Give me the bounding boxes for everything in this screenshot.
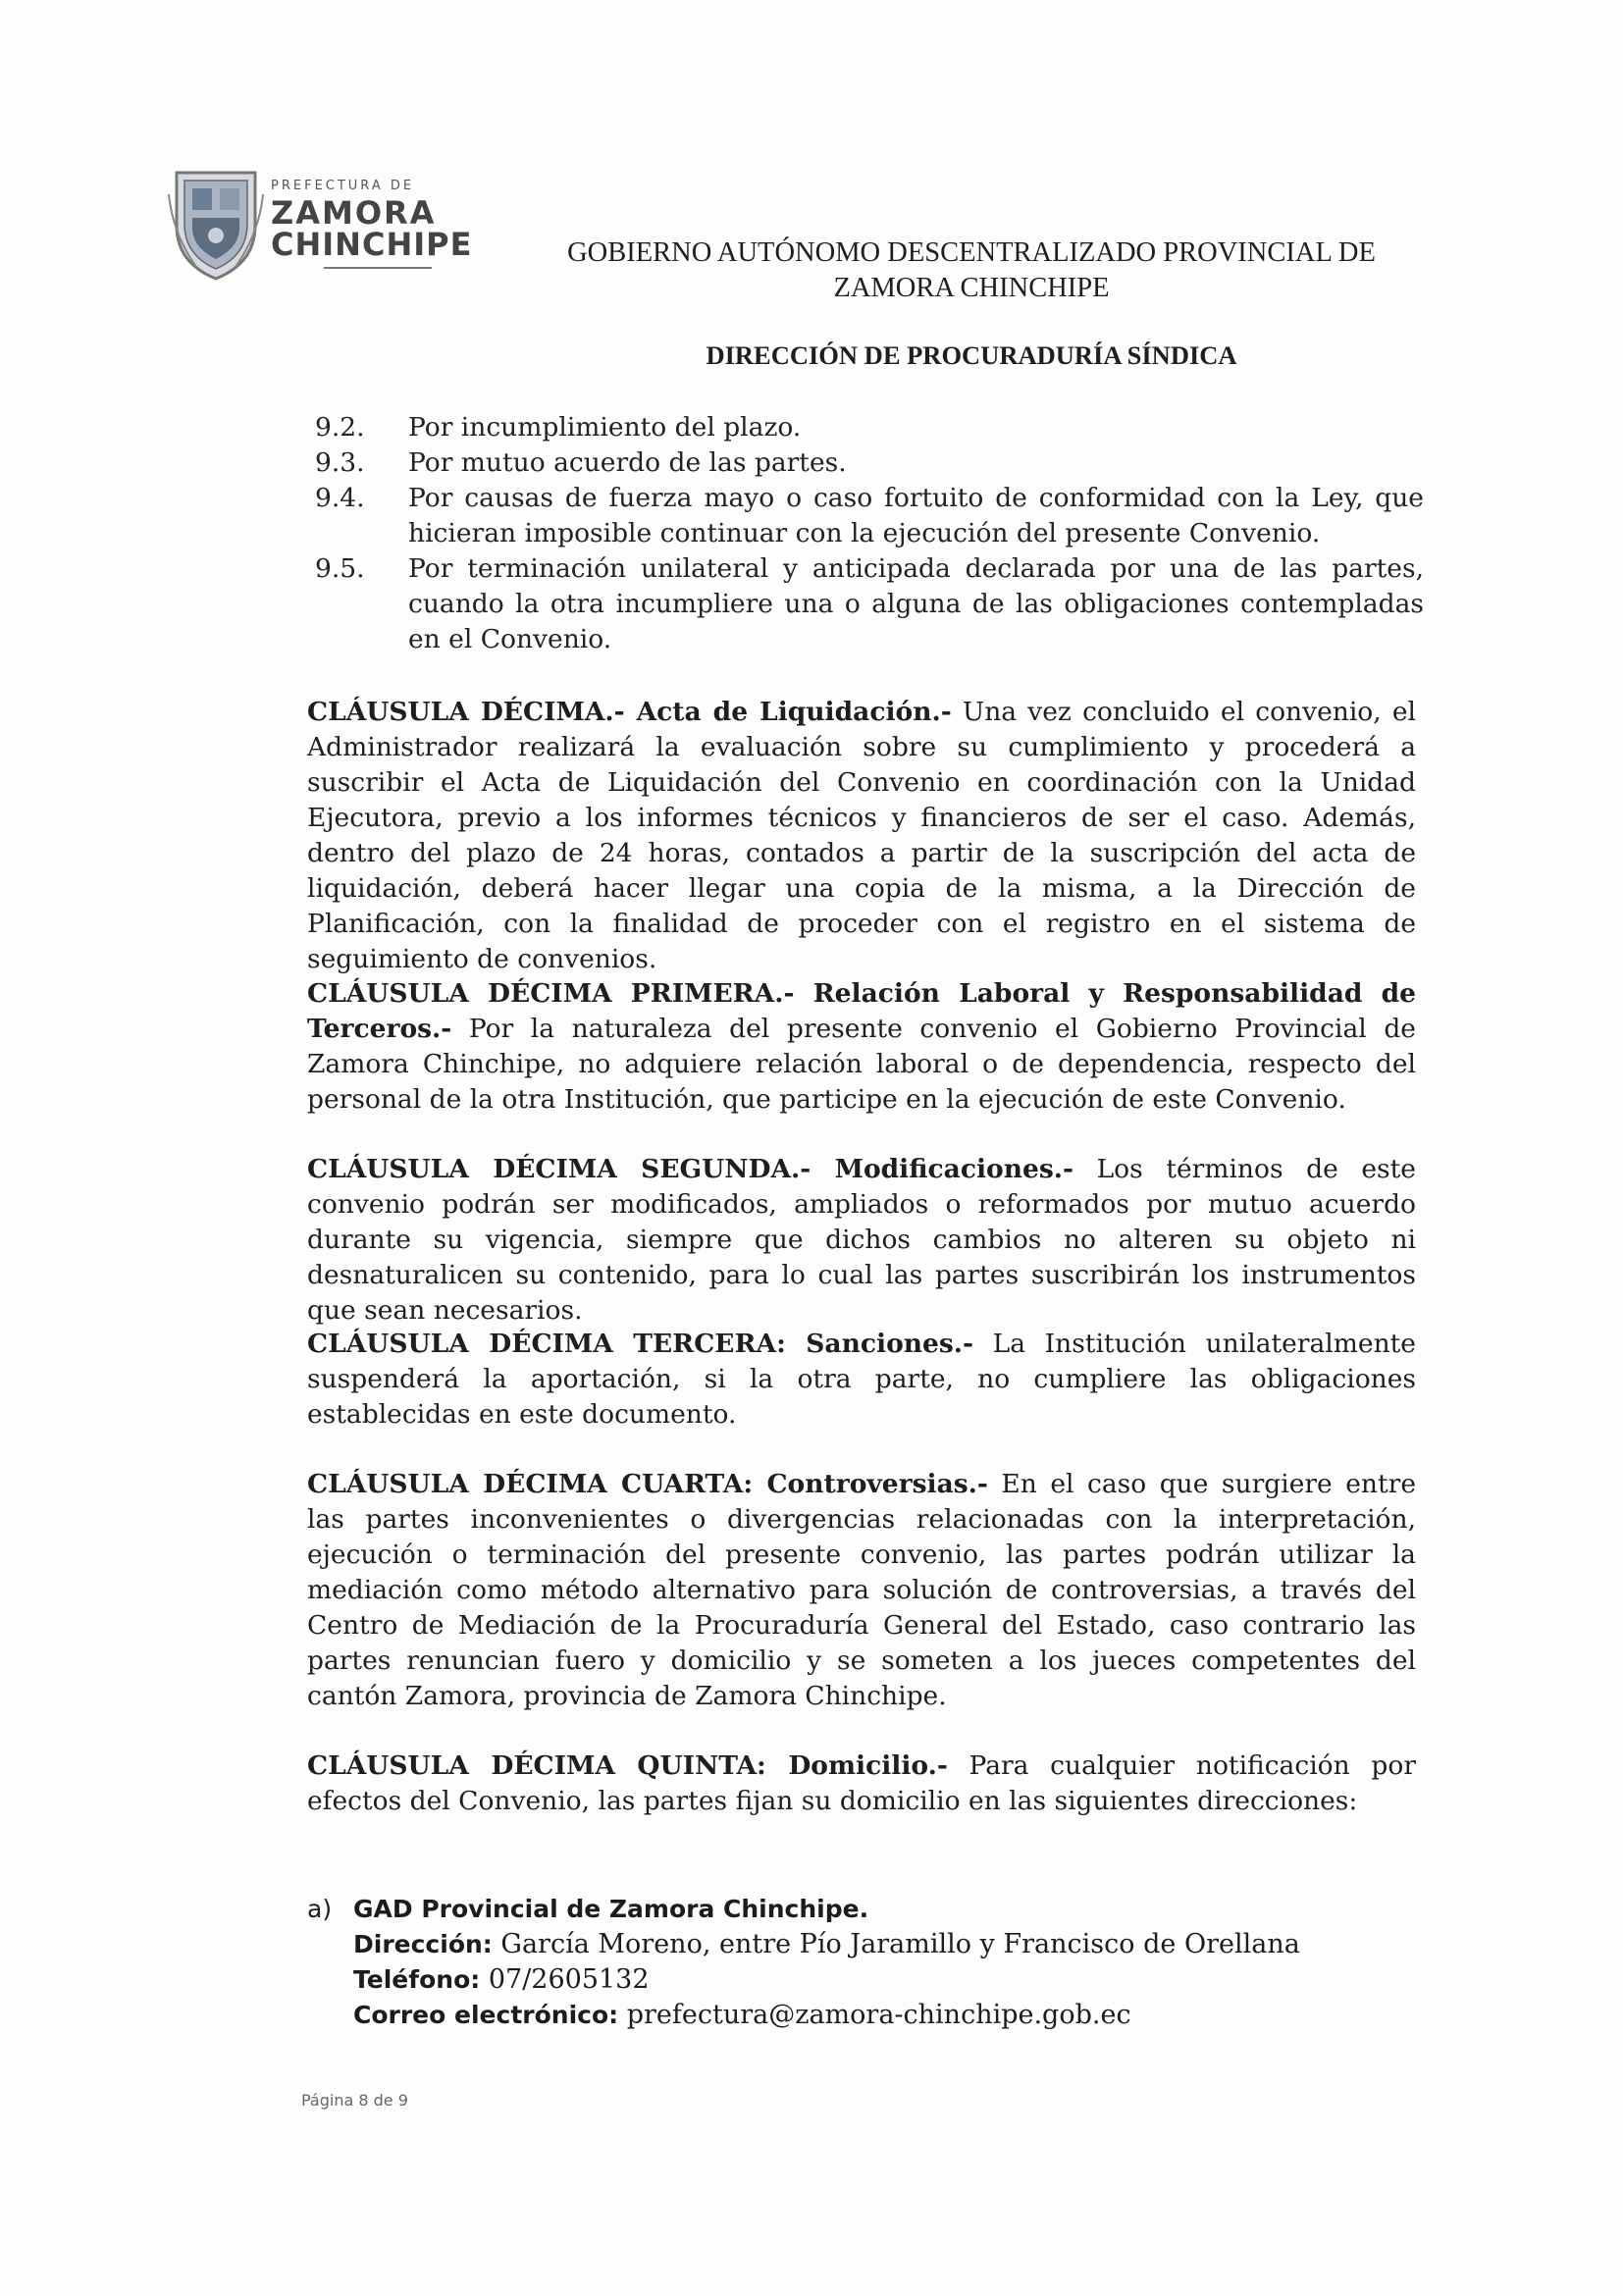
department-title: DIRECCIÓN DE PROCURADURÍA SÍNDICA [706, 340, 1237, 370]
cause-text: Por mutuo acuerdo de las partes. [408, 447, 847, 478]
telefono-label: Teléfono: [353, 1965, 481, 1994]
clause-title: CLÁUSULA DÉCIMA TERCERA: Sanciones.- [307, 1329, 974, 1359]
org-line-1: GOBIERNO AUTÓNOMO DESCENTRALIZADO PROVINCIAL DE [567, 237, 1376, 268]
clause-text: En el caso que surgiere entre las partes inconvenientes o divergencias relacionadas con la interpretación, ejecución o terminación del presente convenio, las partes podrán utilizar la mediación como método alternativo para solución de controversias, a través del Centro de Mediación de la Procuraduría General del Estado, caso contrario las partes renuncian fuero y domicilio y se someten a los jueces competentes del cantón Zamora, provincia de Zamora Chinchipe. [307, 1469, 1416, 1711]
address-block [307, 1892, 1416, 2033]
clause-decima-quinta [307, 1748, 1416, 1819]
correo-value: prefectura@zamora-chinchipe.gob.ec [618, 2000, 1131, 2030]
organization-title [491, 235, 1452, 306]
page-number: Página 8 de 9 [301, 2091, 408, 2110]
logo-name-line1: ZAMORA [271, 194, 437, 232]
clause-title: CLÁUSULA DÉCIMA.- Acta de Liquidación.- [307, 697, 952, 727]
cause-text: Por incumplimiento del plazo. [408, 412, 802, 443]
clause-decima-cuarta [307, 1467, 1416, 1714]
clause-title: CLÁUSULA DÉCIMA SEGUNDA.- Modificaciones.- [307, 1154, 1073, 1184]
address-telefono [353, 1962, 1416, 1998]
logo-prefix: PREFECTURA DE [271, 179, 415, 193]
termination-causes-list [315, 410, 1424, 657]
list-item [315, 551, 1424, 657]
correo-label: Correo electrónico: [353, 2001, 619, 2029]
clause-text: La Institución unilateralmente suspenderá la aportación, si la otra parte, no cumpliere las obligaciones establecidas en este documento. [307, 1329, 1416, 1430]
logo-underline [324, 267, 432, 269]
address-org-name: GAD Provincial de Zamora Chinchipe. [353, 1895, 869, 1923]
org-line-2: ZAMORA CHINCHIPE [833, 273, 1110, 303]
provincial-seal-icon [167, 165, 265, 283]
clause-text: Para cualquier notificación por efectos del Convenio, las partes fijan su domicilio en las siguientes direcciones: [307, 1750, 1416, 1816]
clause-decima-tercera [307, 1327, 1416, 1433]
clause-decima [307, 695, 1416, 977]
address-direccion [353, 1927, 1416, 1962]
cause-text: Por causas de fuerza mayo o caso fortuito de conformidad con la Ley, que hicieran imposible continuar con la ejecución del presente Convenio. [408, 483, 1424, 548]
list-item [315, 481, 1424, 551]
clause-title: CLÁUSULA DÉCIMA QUINTA: Domicilio.- [307, 1750, 948, 1781]
cause-text: Por terminación unilateral y anticipada declarada por una de las partes, cuando la otra incumpliere una o alguna de las obligaciones contempladas en el Convenio. [408, 553, 1424, 654]
cause-number: 9.3. [315, 447, 365, 478]
clause-decima-segunda [307, 1152, 1416, 1329]
telefono-value: 07/2605132 [480, 1964, 650, 1995]
clause-text: Una vez concluido el convenio, el Administrador realizará la evaluación sobre su cumplimiento y procederá a suscribir el Acta de Liquidación del Convenio en coordinación con la Unidad Ejecutora, previo a los informes técnicos y financieros de ser el caso. Además, dentro del plazo de 24 horas, contados a partir de la suscripción del acta de liquidación, deberá hacer llegar una copia de la misma, a la Dirección de Planificación, con la finalidad de proceder con el registro en el sistema de seguimiento de convenios. [307, 697, 1417, 974]
direccion-value: García Moreno, entre Pío Jaramillo y Francisco de Orellana [492, 1929, 1300, 1959]
cause-number: 9.4. [315, 483, 365, 513]
cause-number: 9.5. [315, 553, 365, 584]
list-item [315, 445, 1424, 481]
clause-title: CLÁUSULA DÉCIMA CUARTA: Controversias.- [307, 1469, 988, 1499]
prefectura-logo [167, 165, 473, 283]
clause-title: CLÁUSULA DÉCIMA PRIMERA.- Relación Laboral y Responsabilidad de Terceros.- [307, 978, 1416, 1044]
clause-decima-primera [307, 976, 1416, 1118]
clause-text: Los términos de este convenio podrán ser modificados, ampliados o reformados por mutuo acuerdo durante su vigencia, siempre que dichos cambios no alteren su objeto ni desnaturalicen su contenido, para lo cual las partes suscribirán los instrumentos que sean necesarios. [307, 1154, 1416, 1326]
clause-text: Por la naturaleza del presente convenio el Gobierno Provincial de Zamora Chinchipe, no adquiere relación laboral o de dependencia, respecto del personal de la otra Institución, que participe en la ejecución de este Convenio. [307, 1014, 1416, 1115]
address-letter: a) [307, 1895, 333, 1923]
list-item [315, 410, 1424, 445]
address-correo [353, 1998, 1416, 2033]
logo-name-line2: CHINCHIPE [271, 226, 473, 263]
cause-number: 9.2. [315, 412, 365, 443]
direccion-label: Dirección: [353, 1930, 493, 1958]
